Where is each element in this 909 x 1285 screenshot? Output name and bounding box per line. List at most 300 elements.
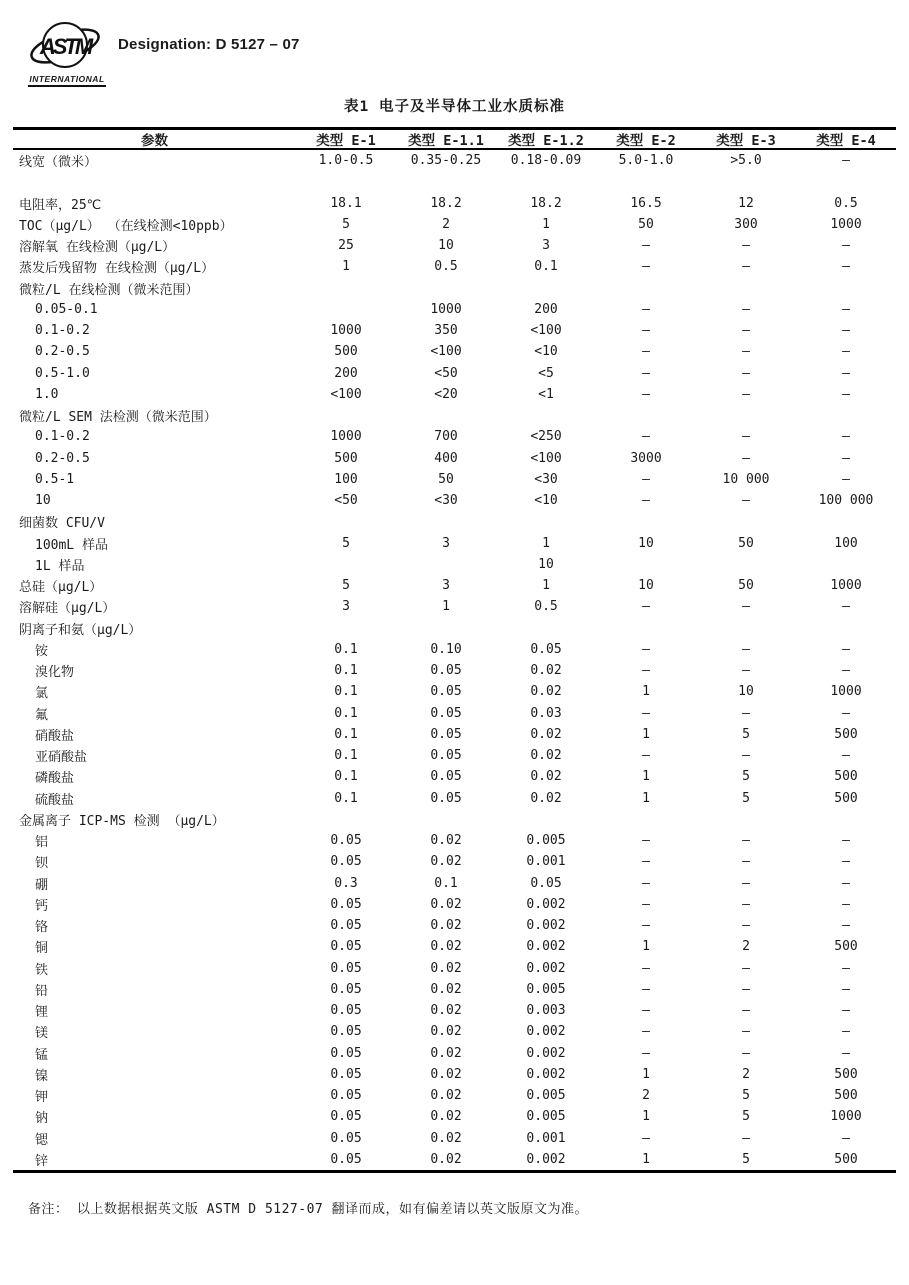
param-cell: 1L 样品 — [35, 558, 85, 574]
value-cell: — — [842, 663, 850, 679]
value-cell: 0.02 — [430, 1003, 462, 1019]
astm-acronym: ASTM — [39, 34, 91, 59]
value-cell: 100 000 — [818, 493, 874, 509]
value-cell: <10 — [534, 493, 558, 509]
table-row — [13, 193, 896, 214]
value-cell: — — [642, 705, 650, 721]
astm-globe-icon — [28, 18, 106, 76]
table-title: 表1 电子及半导体工业水质标准 — [344, 99, 565, 115]
value-cell: 1 — [642, 684, 650, 700]
table-row — [13, 426, 896, 447]
value-cell: 0.02 — [430, 833, 462, 849]
value-cell: 500 — [834, 1088, 858, 1104]
value-cell: — — [842, 301, 850, 317]
param-cell: 微粒/L SEM 法检测（微米范围） — [19, 410, 217, 426]
value-cell: <10 — [534, 344, 558, 360]
value-cell: — — [842, 344, 850, 360]
value-cell: 0.05 — [330, 1130, 362, 1146]
value-cell: — — [842, 705, 850, 721]
table-body — [13, 150, 896, 1173]
column-header: 类型 E-1.2 — [508, 133, 584, 149]
table-row — [13, 766, 896, 787]
table-row — [13, 1085, 896, 1106]
value-cell: — — [642, 599, 650, 615]
value-cell: 1 — [642, 939, 650, 955]
value-cell: 1 — [642, 790, 650, 806]
value-cell: 0.05 — [330, 1109, 362, 1125]
table-row — [13, 724, 896, 745]
value-cell: — — [842, 323, 850, 339]
value-cell: — — [642, 344, 650, 360]
value-cell: 400 — [434, 450, 458, 466]
value-cell: 1000 — [830, 216, 862, 232]
value-cell: 5 — [742, 1151, 750, 1167]
param-cell: 锰 — [35, 1047, 49, 1063]
param-cell: 0.1-0.2 — [35, 429, 90, 445]
param-cell: 100mL 样品 — [35, 537, 108, 553]
designation-title: Designation: D 5127 – 07 — [118, 36, 300, 53]
param-cell: 铵 — [35, 643, 49, 659]
param-cell: 磷酸盐 — [35, 771, 75, 787]
value-cell: 0.02 — [430, 1088, 462, 1104]
table-row — [13, 320, 896, 341]
param-cell: 1.0 — [35, 386, 59, 402]
value-cell: — — [642, 1045, 650, 1061]
param-cell: 氟 — [35, 707, 49, 723]
value-cell: 3 — [442, 535, 450, 551]
value-cell: — — [842, 1130, 850, 1146]
value-cell: 1000 — [330, 323, 362, 339]
value-cell: 0.05 — [330, 1003, 362, 1019]
table-row — [13, 851, 896, 872]
table-row — [13, 1000, 896, 1021]
param-cell: 细菌数 CFU/V — [19, 516, 105, 532]
value-cell: 500 — [334, 450, 358, 466]
value-cell: 16.5 — [630, 195, 662, 211]
value-cell: 0.02 — [530, 769, 562, 785]
value-cell: 0.02 — [430, 918, 462, 934]
param-cell: 溴化物 — [35, 665, 75, 681]
table-row — [13, 681, 896, 702]
param-cell: 铅 — [35, 983, 49, 999]
param-cell: 微粒/L 在线检测（微米范围） — [19, 282, 199, 298]
value-cell: — — [642, 493, 650, 509]
table-row — [13, 660, 896, 681]
value-cell: 200 — [334, 365, 358, 381]
value-cell: 0.05 — [330, 981, 362, 997]
value-cell: 10 — [638, 578, 654, 594]
value-cell: 0.05 — [530, 641, 562, 657]
value-cell: — — [742, 1045, 750, 1061]
param-cell: 总硅（μg/L） — [19, 580, 103, 596]
value-cell: <100 — [530, 450, 562, 466]
value-cell: 0.05 — [330, 896, 362, 912]
value-cell: — — [742, 1024, 750, 1040]
value-cell: — — [742, 493, 750, 509]
value-cell: 5 — [742, 726, 750, 742]
param-cell: 亚硝酸盐 — [35, 750, 88, 766]
param-cell: 0.2-0.5 — [35, 344, 90, 360]
value-cell: — — [742, 450, 750, 466]
value-cell: — — [842, 1045, 850, 1061]
value-cell: 0.05 — [330, 1088, 362, 1104]
value-cell: 50 — [438, 471, 454, 487]
value-cell: 1000 — [430, 301, 462, 317]
value-cell: — — [642, 663, 650, 679]
table-row — [13, 618, 896, 639]
value-cell: 0.1 — [334, 790, 358, 806]
value-cell: — — [842, 599, 850, 615]
param-cell: 钙 — [35, 898, 49, 914]
value-cell: 0.5 — [834, 195, 858, 211]
table-row — [13, 936, 896, 957]
param-cell: 钡 — [35, 856, 49, 872]
value-cell: 10 — [638, 535, 654, 551]
value-cell: 0.02 — [530, 790, 562, 806]
value-cell: — — [842, 875, 850, 891]
column-header: 类型 E-1.1 — [408, 133, 484, 149]
value-cell: 1000 — [830, 578, 862, 594]
value-cell: 0.05 — [330, 1045, 362, 1061]
value-cell: 50 — [638, 216, 654, 232]
value-cell: 0.3 — [334, 875, 358, 891]
value-cell: — — [642, 896, 650, 912]
value-cell: 0.002 — [526, 918, 566, 934]
table-row — [13, 405, 896, 426]
value-cell: 3 — [342, 599, 350, 615]
value-cell: 0.05 — [330, 854, 362, 870]
value-cell: 0.18-0.09 — [510, 153, 582, 169]
param-cell: 硫酸盐 — [35, 792, 75, 808]
value-cell: 0.05 — [330, 960, 362, 976]
value-cell: 3 — [542, 238, 550, 254]
astm-logo — [28, 18, 106, 87]
value-cell: — — [742, 641, 750, 657]
value-cell: — — [742, 365, 750, 381]
value-cell: 0.05 — [430, 748, 462, 764]
value-cell: 50 — [738, 578, 754, 594]
value-cell: — — [842, 365, 850, 381]
water-quality-table — [13, 127, 896, 1173]
value-cell: 500 — [834, 790, 858, 806]
value-cell: 0.02 — [430, 981, 462, 997]
value-cell: <100 — [430, 344, 462, 360]
param-cell: 0.5-1.0 — [35, 365, 90, 381]
value-cell: 2 — [742, 939, 750, 955]
value-cell: 500 — [834, 1066, 858, 1082]
value-cell: <50 — [434, 365, 458, 381]
value-cell: — — [842, 833, 850, 849]
value-cell: 5 — [742, 1088, 750, 1104]
value-cell: — — [742, 960, 750, 976]
value-cell: <100 — [530, 323, 562, 339]
param-cell: 溶解氧 在线检测（μg/L） — [19, 240, 176, 256]
value-cell: 0.05 — [330, 833, 362, 849]
value-cell: 1.0-0.5 — [318, 153, 374, 169]
value-cell: 10 — [438, 238, 454, 254]
value-cell: 0.1 — [334, 705, 358, 721]
table-row — [13, 745, 896, 766]
value-cell: — — [742, 875, 750, 891]
param-cell: 氯 — [35, 686, 49, 702]
value-cell: 0.35-0.25 — [410, 153, 482, 169]
value-cell: 500 — [834, 726, 858, 742]
value-cell: 50 — [738, 535, 754, 551]
value-cell: 0.05 — [330, 1151, 362, 1167]
param-cell: 锂 — [35, 1005, 49, 1021]
value-cell: — — [742, 896, 750, 912]
value-cell: 0.002 — [526, 896, 566, 912]
value-cell: 5 — [342, 535, 350, 551]
translation-note: 备注： 以上数据根据英文版 ASTM D 5127-07 翻译而成，如有偏差请以英文版原文为准。 — [28, 1202, 589, 1217]
table-row — [13, 511, 896, 532]
value-cell: — — [842, 960, 850, 976]
param-cell: 硝酸盐 — [35, 728, 75, 744]
value-cell: 0.05 — [430, 663, 462, 679]
value-cell: 0.02 — [430, 896, 462, 912]
param-cell: 锶 — [35, 1132, 49, 1148]
value-cell: 3 — [442, 578, 450, 594]
value-cell: 10 — [538, 556, 554, 572]
value-cell: 100 — [834, 535, 858, 551]
value-cell: 0.002 — [526, 939, 566, 955]
table-row — [13, 490, 896, 511]
value-cell: <30 — [434, 493, 458, 509]
value-cell: — — [842, 1003, 850, 1019]
table-row — [13, 809, 896, 830]
value-cell: — — [742, 705, 750, 721]
value-cell: 3000 — [630, 450, 662, 466]
value-cell: 0.02 — [430, 1024, 462, 1040]
value-cell: 500 — [834, 1151, 858, 1167]
value-cell: 0.02 — [530, 748, 562, 764]
value-cell: 5 — [342, 216, 350, 232]
table-row — [13, 1128, 896, 1149]
value-cell: 0.02 — [430, 854, 462, 870]
value-cell: 0.02 — [530, 726, 562, 742]
value-cell: — — [842, 1024, 850, 1040]
value-cell: 18.2 — [430, 195, 462, 211]
value-cell: — — [642, 471, 650, 487]
table-row — [13, 256, 896, 277]
value-cell: 1000 — [330, 429, 362, 445]
value-cell: — — [842, 471, 850, 487]
table-row — [13, 554, 896, 575]
param-cell: 10 — [35, 493, 51, 509]
value-cell: 1 — [442, 599, 450, 615]
value-cell: — — [742, 1003, 750, 1019]
table-row — [13, 448, 896, 469]
column-header: 类型 E-1 — [316, 133, 376, 149]
table-row — [13, 469, 896, 490]
param-cell: 硼 — [35, 877, 49, 893]
table-row — [13, 1064, 896, 1085]
table-row — [13, 171, 896, 192]
value-cell: 18.2 — [530, 195, 562, 211]
value-cell: — — [742, 344, 750, 360]
value-cell: 0.005 — [526, 981, 566, 997]
table-row — [13, 703, 896, 724]
column-header: 类型 E-3 — [716, 133, 776, 149]
value-cell: 0.05 — [430, 684, 462, 700]
value-cell: 1 — [342, 259, 350, 275]
value-cell: <1 — [538, 386, 554, 402]
value-cell: 0.1 — [534, 259, 558, 275]
table-row — [13, 533, 896, 554]
value-cell: — — [642, 960, 650, 976]
value-cell: 700 — [434, 429, 458, 445]
value-cell: 12 — [738, 195, 754, 211]
value-cell: — — [642, 981, 650, 997]
value-cell: 0.001 — [526, 854, 566, 870]
param-cell: 钠 — [35, 1111, 49, 1127]
value-cell: — — [642, 1130, 650, 1146]
value-cell: — — [642, 1003, 650, 1019]
value-cell: — — [642, 365, 650, 381]
value-cell: 0.05 — [430, 726, 462, 742]
value-cell: <50 — [334, 493, 358, 509]
value-cell: 0.5 — [534, 599, 558, 615]
value-cell: — — [642, 301, 650, 317]
value-cell: 0.02 — [430, 960, 462, 976]
value-cell: 0.02 — [430, 1045, 462, 1061]
value-cell: 0.02 — [430, 939, 462, 955]
value-cell: 0.001 — [526, 1130, 566, 1146]
value-cell: >5.0 — [730, 153, 762, 169]
value-cell: — — [742, 748, 750, 764]
param-cell: 铝 — [35, 835, 49, 851]
value-cell: — — [642, 748, 650, 764]
value-cell: 1 — [642, 769, 650, 785]
param-cell: 蒸发后残留物 在线检测（μg/L） — [19, 261, 215, 277]
value-cell: 5 — [742, 1109, 750, 1125]
value-cell: 0.05 — [430, 769, 462, 785]
value-cell: 0.002 — [526, 1151, 566, 1167]
value-cell: 200 — [534, 301, 558, 317]
value-cell: — — [642, 833, 650, 849]
value-cell: 0.02 — [430, 1109, 462, 1125]
value-cell: 0.5 — [434, 259, 458, 275]
table-row — [13, 575, 896, 596]
value-cell: <20 — [434, 386, 458, 402]
param-cell: 镍 — [35, 1068, 49, 1084]
table-row — [13, 873, 896, 894]
value-cell: — — [842, 153, 850, 169]
param-cell: 电阻率，25℃ — [19, 197, 102, 213]
table-row — [13, 830, 896, 851]
value-cell: — — [742, 1130, 750, 1146]
table-row — [13, 894, 896, 915]
value-cell: — — [842, 641, 850, 657]
table-row — [13, 235, 896, 256]
value-cell: 0.002 — [526, 1066, 566, 1082]
value-cell: 0.05 — [330, 918, 362, 934]
table-row — [13, 915, 896, 936]
table-row — [13, 639, 896, 660]
value-cell: 1 — [542, 216, 550, 232]
value-cell: 0.03 — [530, 705, 562, 721]
value-cell: 350 — [434, 323, 458, 339]
value-cell: — — [642, 429, 650, 445]
value-cell: 500 — [834, 769, 858, 785]
value-cell: 100 — [334, 471, 358, 487]
value-cell: 0.002 — [526, 1045, 566, 1061]
value-cell: — — [842, 238, 850, 254]
value-cell: — — [742, 918, 750, 934]
value-cell: — — [742, 386, 750, 402]
value-cell: — — [642, 875, 650, 891]
value-cell: 0.02 — [430, 1066, 462, 1082]
value-cell: — — [842, 429, 850, 445]
param-cell: 0.05-0.1 — [35, 301, 98, 317]
value-cell: 0.005 — [526, 1109, 566, 1125]
value-cell: — — [842, 450, 850, 466]
param-cell: 铜 — [35, 941, 49, 957]
value-cell: 2 — [742, 1066, 750, 1082]
value-cell: 0.002 — [526, 1024, 566, 1040]
table-row — [13, 1021, 896, 1042]
param-cell: 0.2-0.5 — [35, 450, 90, 466]
table-row — [13, 278, 896, 299]
document-header — [28, 18, 300, 87]
value-cell: — — [742, 854, 750, 870]
param-cell: 铬 — [35, 920, 49, 936]
table-row — [13, 788, 896, 809]
value-cell: 0.02 — [430, 1151, 462, 1167]
value-cell: 500 — [834, 939, 858, 955]
param-cell: 0.5-1 — [35, 471, 75, 487]
astm-international-label: INTERNATIONAL — [28, 74, 106, 87]
value-cell: 0.1 — [334, 726, 358, 742]
table-row — [13, 150, 896, 171]
value-cell: 0.1 — [334, 641, 358, 657]
value-cell: 2 — [442, 216, 450, 232]
value-cell: 0.02 — [430, 1130, 462, 1146]
value-cell: — — [742, 238, 750, 254]
param-cell: 金属离子 ICP-MS 检测 （μg/L） — [19, 813, 225, 829]
value-cell: 0.1 — [334, 748, 358, 764]
value-cell: 0.005 — [526, 833, 566, 849]
value-cell: — — [842, 918, 850, 934]
value-cell: 5 — [342, 578, 350, 594]
value-cell: 10 000 — [722, 471, 770, 487]
value-cell: — — [642, 918, 650, 934]
param-cell: TOC（μg/L） （在线检测<10ppb） — [19, 218, 233, 234]
value-cell: — — [842, 259, 850, 275]
param-cell: 钾 — [35, 1090, 49, 1106]
value-cell: — — [742, 981, 750, 997]
value-cell: 0.05 — [430, 705, 462, 721]
param-cell: 阴离子和氨（μg/L） — [19, 622, 142, 638]
value-cell: 0.05 — [430, 790, 462, 806]
value-cell: <30 — [534, 471, 558, 487]
value-cell: — — [842, 748, 850, 764]
value-cell: 18.1 — [330, 195, 362, 211]
value-cell: — — [842, 896, 850, 912]
value-cell: 0.005 — [526, 1088, 566, 1104]
value-cell: <100 — [330, 386, 362, 402]
value-cell: — — [842, 981, 850, 997]
value-cell: 1000 — [830, 1109, 862, 1125]
value-cell: 10 — [738, 684, 754, 700]
value-cell: — — [642, 323, 650, 339]
param-cell: 铁 — [35, 962, 49, 978]
value-cell: 0.05 — [330, 939, 362, 955]
value-cell: 1 — [642, 726, 650, 742]
table-row — [13, 341, 896, 362]
column-header: 类型 E-2 — [616, 133, 676, 149]
value-cell: 0.05 — [330, 1066, 362, 1082]
